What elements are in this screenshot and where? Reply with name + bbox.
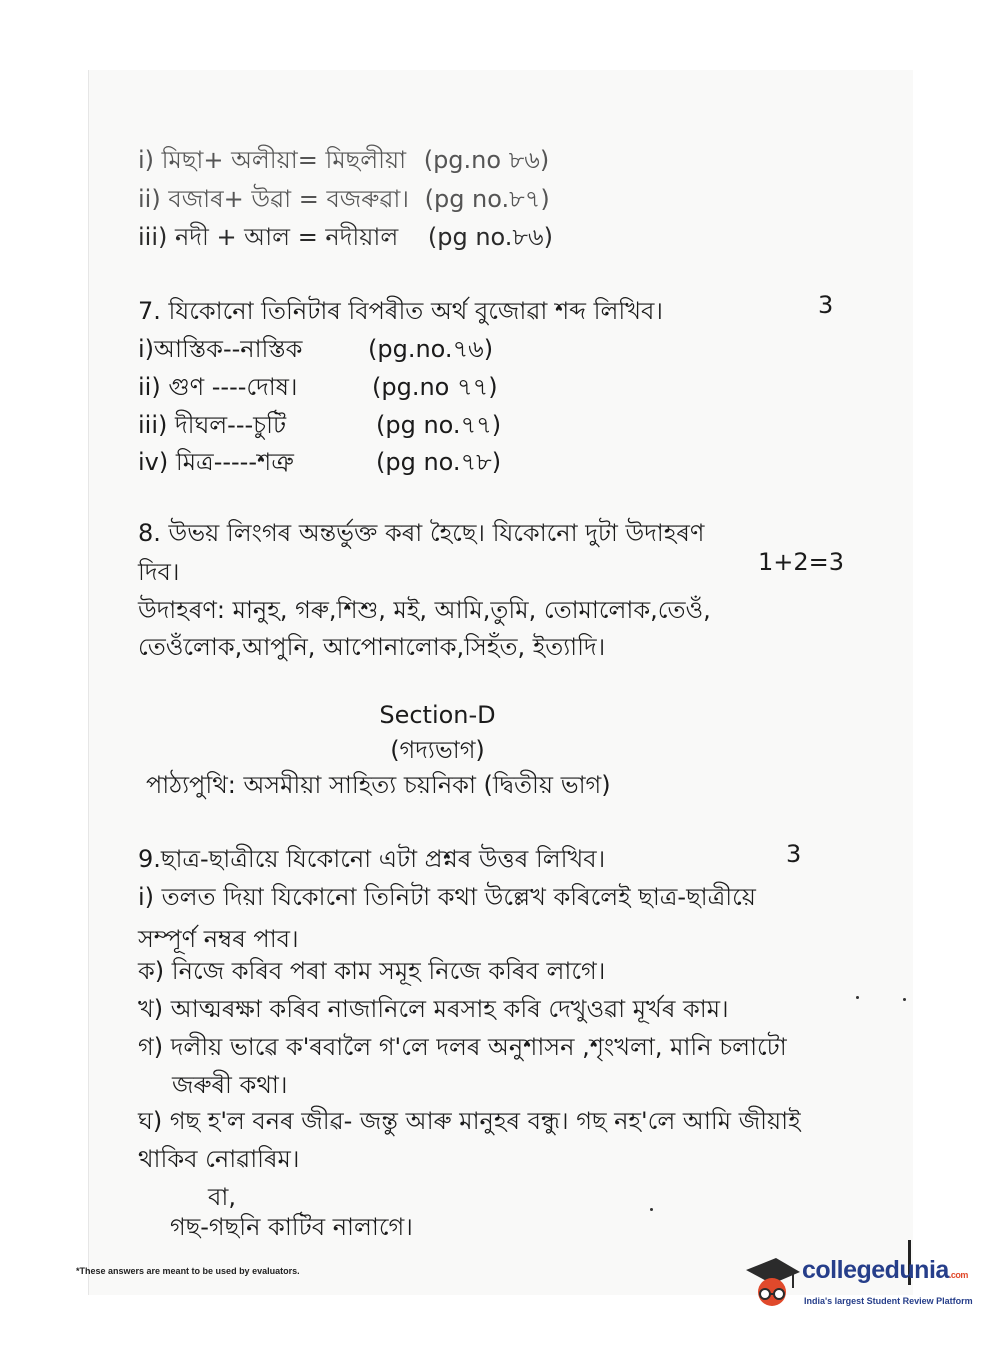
q6-line-1-num: i) — [138, 146, 155, 174]
brand-name — [802, 1256, 968, 1285]
scan-speck — [856, 996, 859, 999]
scan-speck — [650, 1208, 653, 1211]
q6-line-2-num: ii) — [138, 185, 161, 213]
q6-line-1-text: মিছা+ অলীয়া= মিছলীয়া — [161, 146, 407, 174]
q9-marks: 3 — [786, 840, 802, 868]
brand-tagline: India's largest Student Review Platform — [804, 1296, 973, 1306]
q9-line-10: গছ-গছনি কাটিব নালাগে। — [170, 1213, 413, 1241]
q6-line-1-ref: (pg.no ৮৬) — [423, 146, 550, 174]
q6-line-1 — [138, 145, 549, 175]
q6-line-3 — [138, 222, 553, 252]
section-title: Section-D — [379, 701, 496, 729]
q7-item-1-ref: (pg.no.৭৬) — [368, 335, 494, 363]
q7-item-2: ii) গুণ ----দোষ। — [138, 373, 298, 401]
q7-item-1: i)আস্তিক--নাস্তিক — [138, 335, 303, 363]
q9-line-7: ঘ) গছ হ'ল বনৰ জীৱ- জন্তু আৰু মানুহৰ বন্ধু। গছ নহ'লে আমি জীয়াই — [138, 1107, 801, 1135]
q6-line-3-text: নদী + আল = নদীয়াল — [175, 223, 399, 251]
q6-line-2-ref: (pg no.৮৭) — [424, 185, 550, 213]
q8-line-3: উদাহৰণ: মানুহ, গৰু,শিশু, মই, আমি,তুমি, তোমালোক,তেওঁ, — [138, 596, 711, 624]
q7-title: 7. যিকোনো তিনিটাৰ বিপৰীত অৰ্থ বুজোৱা শব্দ লিখিব। — [138, 297, 663, 325]
q6-line-3-ref: (pg no.৮৬) — [427, 223, 553, 251]
brand-suffix: .com — [948, 1270, 968, 1280]
q7-marks: 3 — [818, 291, 834, 319]
q9-line-2: সম্পূৰ্ণ নম্বৰ পাব। — [138, 925, 299, 953]
q7-item-4: iv) মিত্ৰ-----শত্ৰু — [138, 448, 294, 476]
q9-line-8: থাকিব নোৱাৰিম। — [138, 1145, 300, 1173]
q9-title: 9.ছাত্ৰ-ছাত্ৰীয়ে যিকোনো এটা প্ৰশ্নৰ উত্তৰ লিখিব। — [138, 845, 606, 873]
brand-text: collegedunia — [802, 1256, 949, 1284]
q8-marks: 1+2=3 — [758, 548, 845, 576]
q6-line-2-text: বজাৰ+ উৱা = বজৰুৱা। — [168, 185, 409, 213]
q9-line-6: জৰুৰী কথা। — [172, 1071, 288, 1099]
textbook-name: পাঠ্যপুথি: অসমীয়া সাহিত্য চয়নিকা (দ্বিতীয় ভাগ) — [146, 771, 611, 799]
q7-item-4-ref: (pg no.৭৮) — [376, 448, 502, 476]
q6-line-2 — [138, 184, 550, 214]
q8-line-4: তেওঁলোক,আপুনি, আপোনালোক,সিহঁত, ইত্যাদি। — [138, 633, 606, 661]
q9-line-5: গ) দলীয় ভাৱে ক'ৰবালৈ গ'লে দলৰ অনুশাসন ,শৃংখলা, মানি চলাটো — [138, 1033, 787, 1061]
section-subtitle: (গদ্যভাগ) — [390, 736, 485, 764]
q9-line-1: i) তলত দিয়া যিকোনো তিনিটা কথা উল্লেখ কৰিলেই ছাত্ৰ-ছাত্ৰীয়ে — [138, 883, 756, 911]
q7-item-3-ref: (pg no.৭৭) — [376, 411, 502, 439]
evaluator-note: *These answers are meant to be used by evaluators. — [76, 1266, 300, 1276]
q8-line-1: 8. উভয় লিংগৰ অন্তৰ্ভুক্ত কৰা হৈছে। যিকোনো দুটা উদাহৰণ — [138, 519, 705, 547]
q9-line-3: ক) নিজে কৰিব পৰা কাম সমূহ নিজে কৰিব লাগে। — [138, 957, 606, 985]
collegedunia-logo — [742, 1248, 972, 1320]
q8-line-2: দিব। — [138, 558, 180, 586]
q9-line-9: বা, — [208, 1183, 236, 1211]
q7-item-3: iii) দীঘল---চুটি — [138, 411, 287, 439]
graduate-icon — [742, 1248, 804, 1310]
scan-speck — [903, 998, 906, 1001]
q6-line-3-num: iii) — [138, 223, 168, 251]
q7-item-2-ref: (pg.no ৭৭) — [372, 373, 498, 401]
q9-line-4: খ) আত্মৰক্ষা কৰিব নাজানিলে মৰসাহ কৰি দেখুওৱা মূৰ্খৰ কাম। — [138, 995, 729, 1023]
